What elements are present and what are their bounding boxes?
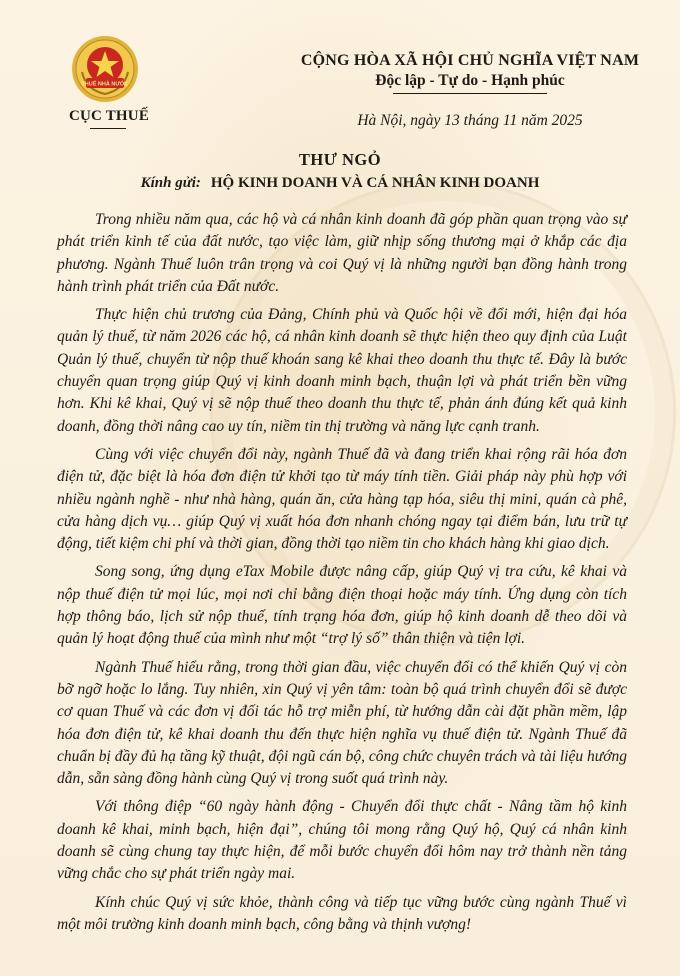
addressee-name: HỘ KINH DOANH VÀ CÁ NHÂN KINH DOANH [210,175,540,191]
motto: Độc lập - Tự do - Hạnh phúc [375,72,565,89]
motto-underline [393,93,547,94]
letter-body [57,209,627,942]
paragraph: Thực hiện chủ trương của Đảng, Chính phủ và Quốc hội về đổi mới, hiện đại hóa quản lý thuế, từ năm 2026 các hộ, cá nhân kinh doanh sẽ thực hiện theo quy định của Luật Quản lý thuế, chuyển từ nộp thuế khoán sang kê khai theo doanh thu thực tế. Đây là bước chuyển quan trọng giúp Quý vị kinh doanh minh bạch, thuận lợi và phát triển bền vững hơn. Khi kê khai, Quý vị sẽ nộp thuế theo doanh thu thực tế, phản ánh đúng kết quả kinh doanh, đồng thời nâng cao uy tín, niềm tin thị trường và năng lực cạnh tranh. [57,306,627,435]
nation-heading: CỘNG HÒA XÃ HỘI CHỦ NGHĨA VIỆT NAM [300,52,640,69]
letter-title: THƯ NGỎ [298,150,382,169]
paragraph: Kính chúc Quý vị sức khỏe, thành công và tiếp tục vững bước cùng ngành Thuế vì một môi trường kinh doanh minh bạch, công bằng và thịnh vượng! [57,893,627,933]
agency-underline [90,128,126,129]
emblem-text: THUẾ NHÀ NƯỚC [81,81,129,88]
paragraph: Trong nhiều năm qua, các hộ và cá nhân kinh doanh đã góp phần quan trọng vào sự phát triển kinh tế của đất nước, tạo việc làm, giữ nhịp sống thương mại ở khắp các địa phương. Ngành Thuế luôn trân trọng và coi Quý vị là những người bạn đồng hành trong hành trình phát triển của Đất nước. [57,211,627,295]
paragraph: Với thông điệp “60 ngày hành động - Chuyển đổi thực chất - Nâng tầm hộ kinh doanh kê khai, minh bạch, hiện đại”, chúng tôi mong rằng Quý hộ, Quý cá nhân kinh doanh sẽ cùng chung tay thực hiện, để mỗi bước chuyển đổi hôm nay trở thành nền tảng vững chắc cho sự phát triển ngày mai. [57,798,627,883]
addressee [0,175,680,192]
paragraph: Cùng với việc chuyển đổi này, ngành Thuế đã và đang triển khai rộng rãi hóa đơn điện tử, đặc biệt là hóa đơn điện tử khởi tạo từ máy tính tiền. Giải pháp này phù hợp với nhiều ngành nghề - như nhà hàng, quán ăn, cửa hàng tạp hóa, siêu thị mini, quán cà phê, cửa hàng dịch vụ… giúp Quý vị xuất hóa đơn nhanh chóng ngay tại điểm bán, lưu trữ tự động, tiết kiệm chi phí và thời gian, đồng thời tạo niềm tin cho khách hàng khi giao dịch. [57,445,627,553]
dateline: Hà Nội, ngày 13 tháng 11 năm 2025 [357,112,583,129]
agency-name: CỤC THUẾ [68,108,150,124]
paragraph: Song song, ứng dụng eTax Mobile được nâng cấp, giúp Quý vị tra cứu, kê khai và nộp thuế điện tử mọi lúc, mọi nơi chỉ bằng điện thoại hoặc máy tính. Ứng dụng còn tích hợp thông báo, lịch sử nộp thuế, tính trạng hóa đơn, giúp hộ kinh doanh dễ theo dõi và quản lý hoạt động thuế của mình như một “trợ lý số” thân thiện và tiện lợi. [57,563,627,648]
paragraph: Ngành Thuế hiểu rằng, trong thời gian đầu, việc chuyển đổi có thể khiến Quý vị còn bỡ ngỡ hoặc lo lắng. Tuy nhiên, xin Quý vị yên tâm: toàn bộ quá trình chuyển đổi sẽ được cơ quan Thuế và các đơn vị đối tác hỗ trợ miễn phí, từ hướng dẫn cài đặt phần mềm, lập hóa đơn điện tử, kê khai doanh thu đến thực hiện nghĩa vụ thuế điện tử. Ngành Thuế đã chuẩn bị đầy đủ hạ tầng kỹ thuật, đội ngũ cán bộ, công chức chuyên trách và tài liệu hướng dẫn, sẵn sàng đồng hành cùng Quý vị trong suốt quá trình này. [57,658,627,788]
addressee-label: Kính gửi: [140,175,201,191]
tax-emblem-icon [70,34,140,104]
